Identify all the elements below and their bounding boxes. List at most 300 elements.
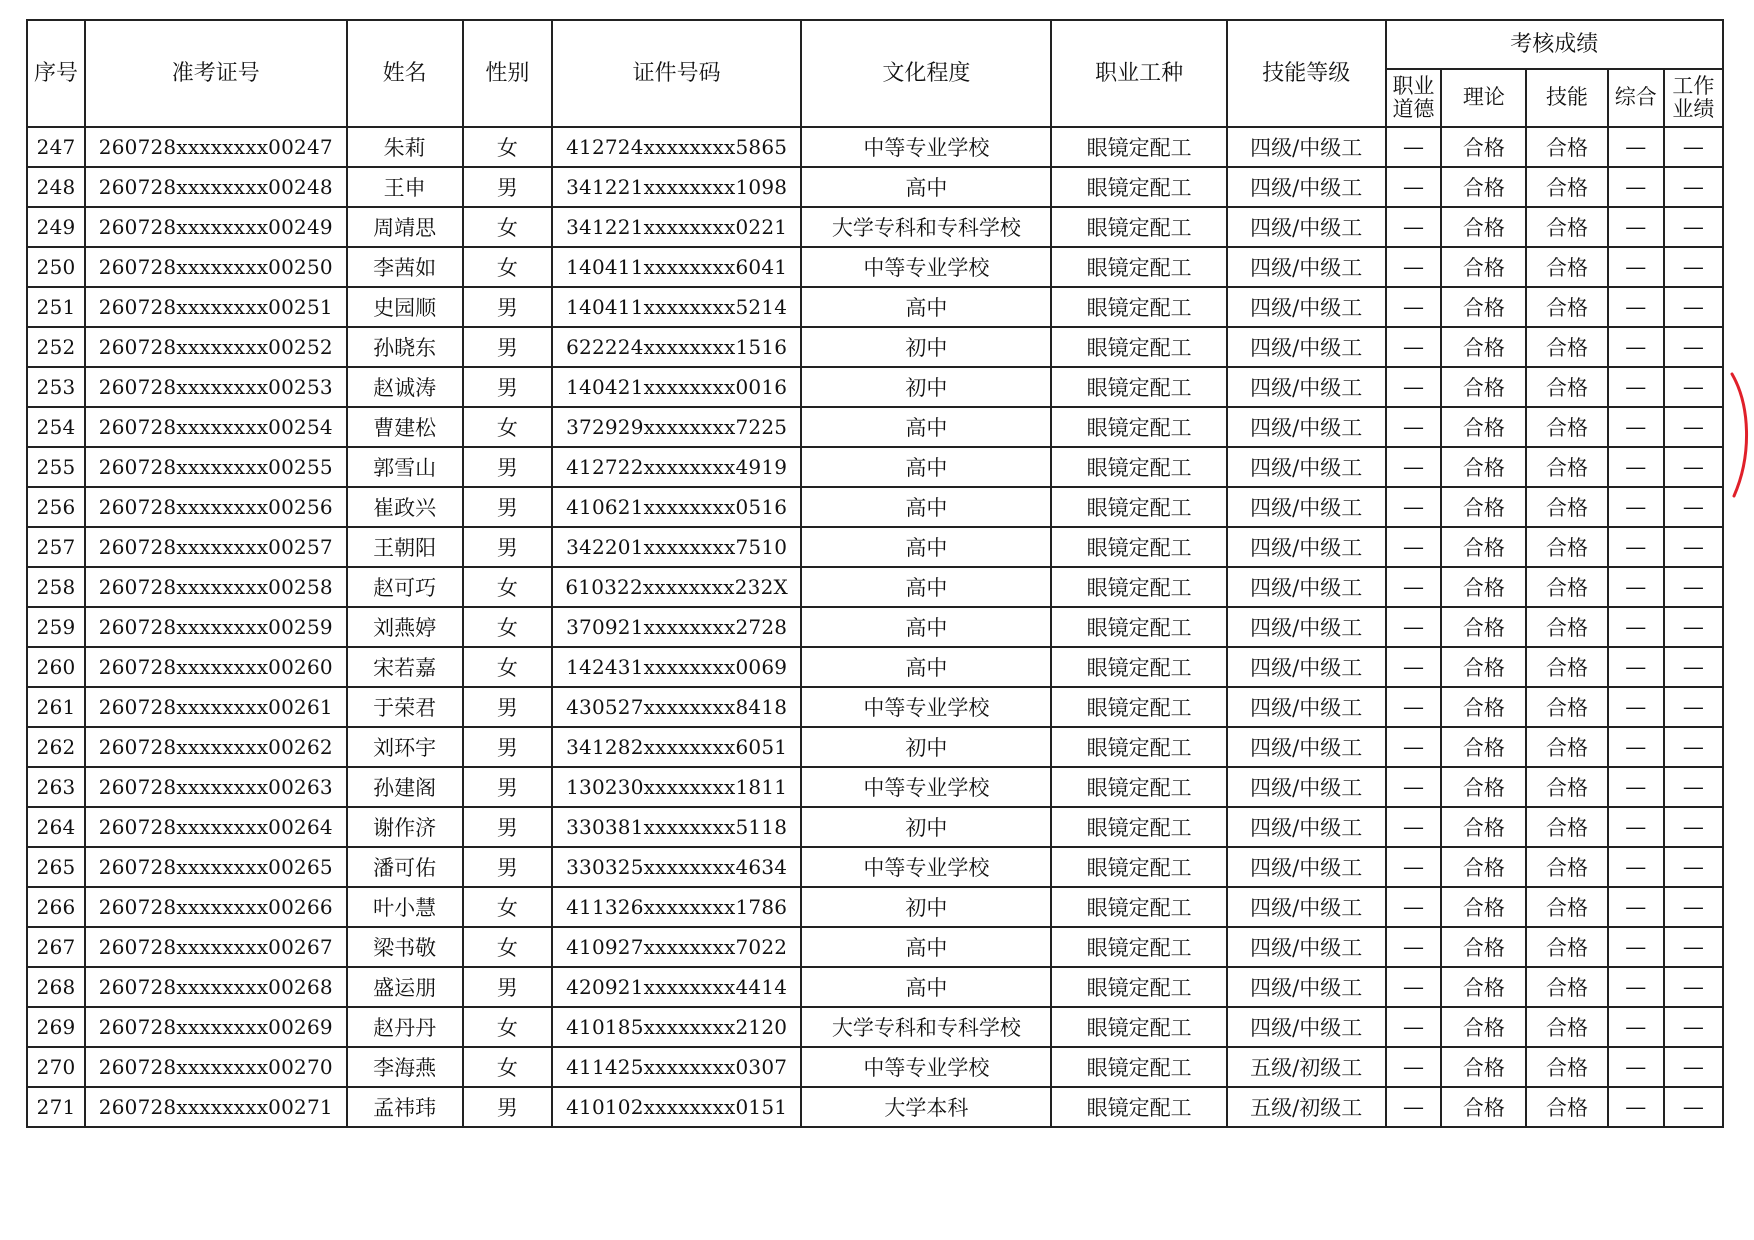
cell-overall: —	[1608, 727, 1664, 767]
red-pen-mark	[1728, 370, 1754, 500]
cell-occupation: 眼镜定配工	[1051, 527, 1226, 567]
cell-theory: 合格	[1441, 687, 1526, 727]
cell-work: —	[1664, 1087, 1723, 1127]
cell-theory: 合格	[1441, 887, 1526, 927]
cell-ethics: —	[1386, 847, 1442, 887]
cell-exam-no: 260728xxxxxxxx00258	[85, 567, 346, 607]
cell-occupation: 眼镜定配工	[1051, 807, 1226, 847]
cell-theory: 合格	[1441, 567, 1526, 607]
cell-gender: 男	[463, 327, 552, 367]
cell-occupation: 眼镜定配工	[1051, 407, 1226, 447]
cell-gender: 男	[463, 967, 552, 1007]
cell-work: —	[1664, 767, 1723, 807]
cell-level: 四级/中级工	[1227, 247, 1386, 287]
cell-gender: 女	[463, 887, 552, 927]
cell-skill: 合格	[1526, 407, 1608, 447]
cell-exam-no: 260728xxxxxxxx00265	[85, 847, 346, 887]
table-row	[27, 1047, 1723, 1087]
table-row	[27, 167, 1723, 207]
cell-overall: —	[1608, 847, 1664, 887]
cell-name: 叶小慧	[347, 887, 463, 927]
cell-skill: 合格	[1526, 447, 1608, 487]
cell-education: 中等专业学校	[801, 847, 1051, 887]
cell-overall: —	[1608, 287, 1664, 327]
cell-gender: 男	[463, 847, 552, 887]
cell-overall: —	[1608, 767, 1664, 807]
cell-name: 潘可佑	[347, 847, 463, 887]
table-row	[27, 567, 1723, 607]
table-row	[27, 527, 1723, 567]
cell-seq: 267	[27, 927, 85, 967]
cell-gender: 女	[463, 567, 552, 607]
cell-level: 四级/中级工	[1227, 847, 1386, 887]
cell-ethics: —	[1386, 807, 1442, 847]
cell-exam-no: 260728xxxxxxxx00249	[85, 207, 346, 247]
cell-exam-no: 260728xxxxxxxx00269	[85, 1007, 346, 1047]
cell-overall: —	[1608, 807, 1664, 847]
cell-id-no: 140421xxxxxxxx0016	[552, 367, 801, 407]
cell-ethics: —	[1386, 127, 1442, 167]
cell-education: 高中	[801, 967, 1051, 1007]
cell-seq: 269	[27, 1007, 85, 1047]
cell-id-no: 142431xxxxxxxx0069	[552, 647, 801, 687]
cell-education: 高中	[801, 527, 1051, 567]
cell-skill: 合格	[1526, 327, 1608, 367]
cell-ethics: —	[1386, 967, 1442, 1007]
cell-id-no: 330381xxxxxxxx5118	[552, 807, 801, 847]
col-header-scores: 考核成绩	[1386, 20, 1723, 69]
cell-seq: 253	[27, 367, 85, 407]
cell-ethics: —	[1386, 207, 1442, 247]
cell-overall: —	[1608, 1007, 1664, 1047]
cell-level: 四级/中级工	[1227, 567, 1386, 607]
cell-education: 大学专科和专科学校	[801, 1007, 1051, 1047]
col-header-name: 姓名	[347, 20, 463, 127]
cell-occupation: 眼镜定配工	[1051, 767, 1226, 807]
cell-occupation: 眼镜定配工	[1051, 1087, 1226, 1127]
col-header-theory: 理论	[1441, 69, 1526, 127]
cell-work: —	[1664, 367, 1723, 407]
cell-ethics: —	[1386, 367, 1442, 407]
cell-occupation: 眼镜定配工	[1051, 487, 1226, 527]
cell-gender: 男	[463, 767, 552, 807]
cell-exam-no: 260728xxxxxxxx00247	[85, 127, 346, 167]
cell-id-no: 342201xxxxxxxx7510	[552, 527, 801, 567]
cell-education: 高中	[801, 567, 1051, 607]
cell-id-no: 410102xxxxxxxx0151	[552, 1087, 801, 1127]
cell-seq: 248	[27, 167, 85, 207]
cell-id-no: 410185xxxxxxxx2120	[552, 1007, 801, 1047]
cell-gender: 男	[463, 447, 552, 487]
cell-seq: 262	[27, 727, 85, 767]
cell-level: 四级/中级工	[1227, 607, 1386, 647]
table-row	[27, 967, 1723, 1007]
cell-skill: 合格	[1526, 727, 1608, 767]
cell-level: 四级/中级工	[1227, 967, 1386, 1007]
cell-education: 中等专业学校	[801, 687, 1051, 727]
cell-name: 刘环宇	[347, 727, 463, 767]
cell-ethics: —	[1386, 767, 1442, 807]
cell-theory: 合格	[1441, 327, 1526, 367]
cell-exam-no: 260728xxxxxxxx00257	[85, 527, 346, 567]
cell-theory: 合格	[1441, 207, 1526, 247]
cell-occupation: 眼镜定配工	[1051, 127, 1226, 167]
table-row	[27, 887, 1723, 927]
cell-gender: 女	[463, 647, 552, 687]
cell-education: 高中	[801, 407, 1051, 447]
cell-overall: —	[1608, 967, 1664, 1007]
cell-ethics: —	[1386, 927, 1442, 967]
cell-overall: —	[1608, 207, 1664, 247]
col-header-work: 工作业绩	[1664, 69, 1723, 127]
cell-theory: 合格	[1441, 1047, 1526, 1087]
cell-name: 王申	[347, 167, 463, 207]
cell-occupation: 眼镜定配工	[1051, 287, 1226, 327]
cell-theory: 合格	[1441, 287, 1526, 327]
cell-occupation: 眼镜定配工	[1051, 727, 1226, 767]
cell-seq: 257	[27, 527, 85, 567]
table-row	[27, 207, 1723, 247]
cell-ethics: —	[1386, 887, 1442, 927]
cell-seq: 271	[27, 1087, 85, 1127]
table-row	[27, 367, 1723, 407]
cell-name: 曹建松	[347, 407, 463, 447]
cell-occupation: 眼镜定配工	[1051, 847, 1226, 887]
table-row	[27, 847, 1723, 887]
cell-level: 四级/中级工	[1227, 287, 1386, 327]
cell-theory: 合格	[1441, 767, 1526, 807]
cell-seq: 249	[27, 207, 85, 247]
cell-skill: 合格	[1526, 607, 1608, 647]
col-header-exam-no: 准考证号	[85, 20, 346, 127]
table-row	[27, 1087, 1723, 1127]
cell-theory: 合格	[1441, 407, 1526, 447]
cell-ethics: —	[1386, 1007, 1442, 1047]
cell-overall: —	[1608, 167, 1664, 207]
cell-education: 高中	[801, 167, 1051, 207]
cell-education: 高中	[801, 447, 1051, 487]
cell-theory: 合格	[1441, 607, 1526, 647]
cell-ethics: —	[1386, 647, 1442, 687]
cell-exam-no: 260728xxxxxxxx00250	[85, 247, 346, 287]
cell-ethics: —	[1386, 247, 1442, 287]
cell-name: 李海燕	[347, 1047, 463, 1087]
cell-education: 初中	[801, 887, 1051, 927]
cell-overall: —	[1608, 327, 1664, 367]
cell-name: 宋若嘉	[347, 647, 463, 687]
cell-occupation: 眼镜定配工	[1051, 567, 1226, 607]
cell-seq: 258	[27, 567, 85, 607]
cell-theory: 合格	[1441, 1007, 1526, 1047]
cell-skill: 合格	[1526, 807, 1608, 847]
cell-level: 四级/中级工	[1227, 407, 1386, 447]
table-row	[27, 447, 1723, 487]
cell-skill: 合格	[1526, 127, 1608, 167]
cell-overall: —	[1608, 1087, 1664, 1127]
cell-exam-no: 260728xxxxxxxx00253	[85, 367, 346, 407]
cell-work: —	[1664, 207, 1723, 247]
cell-gender: 女	[463, 407, 552, 447]
cell-gender: 女	[463, 1007, 552, 1047]
cell-education: 初中	[801, 807, 1051, 847]
cell-education: 初中	[801, 367, 1051, 407]
cell-exam-no: 260728xxxxxxxx00267	[85, 927, 346, 967]
cell-skill: 合格	[1526, 367, 1608, 407]
cell-ethics: —	[1386, 167, 1442, 207]
cell-work: —	[1664, 527, 1723, 567]
cell-occupation: 眼镜定配工	[1051, 247, 1226, 287]
cell-education: 中等专业学校	[801, 1047, 1051, 1087]
cell-name: 盛运朋	[347, 967, 463, 1007]
cell-education: 高中	[801, 647, 1051, 687]
cell-gender: 男	[463, 367, 552, 407]
cell-seq: 256	[27, 487, 85, 527]
cell-skill: 合格	[1526, 567, 1608, 607]
cell-occupation: 眼镜定配工	[1051, 367, 1226, 407]
cell-occupation: 眼镜定配工	[1051, 607, 1226, 647]
col-header-occupation: 职业工种	[1051, 20, 1226, 127]
cell-id-no: 140411xxxxxxxx6041	[552, 247, 801, 287]
table-row	[27, 807, 1723, 847]
cell-skill: 合格	[1526, 527, 1608, 567]
cell-theory: 合格	[1441, 367, 1526, 407]
cell-exam-no: 260728xxxxxxxx00251	[85, 287, 346, 327]
cell-name: 于荣君	[347, 687, 463, 727]
cell-seq: 265	[27, 847, 85, 887]
cell-ethics: —	[1386, 487, 1442, 527]
cell-name: 赵可巧	[347, 567, 463, 607]
col-header-skill: 技能	[1526, 69, 1608, 127]
cell-occupation: 眼镜定配工	[1051, 887, 1226, 927]
cell-seq: 263	[27, 767, 85, 807]
cell-level: 四级/中级工	[1227, 687, 1386, 727]
cell-work: —	[1664, 567, 1723, 607]
cell-id-no: 410621xxxxxxxx0516	[552, 487, 801, 527]
cell-occupation: 眼镜定配工	[1051, 647, 1226, 687]
cell-level: 四级/中级工	[1227, 887, 1386, 927]
cell-name: 崔政兴	[347, 487, 463, 527]
cell-name: 王朝阳	[347, 527, 463, 567]
cell-work: —	[1664, 407, 1723, 447]
cell-overall: —	[1608, 647, 1664, 687]
cell-ethics: —	[1386, 287, 1442, 327]
cell-exam-no: 260728xxxxxxxx00268	[85, 967, 346, 1007]
cell-seq: 259	[27, 607, 85, 647]
cell-occupation: 眼镜定配工	[1051, 207, 1226, 247]
cell-ethics: —	[1386, 447, 1442, 487]
cell-education: 中等专业学校	[801, 767, 1051, 807]
cell-id-no: 420921xxxxxxxx4414	[552, 967, 801, 1007]
table-row	[27, 607, 1723, 647]
cell-occupation: 眼镜定配工	[1051, 447, 1226, 487]
col-header-ethics: 职业道德	[1386, 69, 1442, 127]
table-row	[27, 327, 1723, 367]
cell-level: 五级/初级工	[1227, 1087, 1386, 1127]
table-row	[27, 247, 1723, 287]
cell-overall: —	[1608, 687, 1664, 727]
cell-work: —	[1664, 847, 1723, 887]
cell-theory: 合格	[1441, 1087, 1526, 1127]
cell-skill: 合格	[1526, 287, 1608, 327]
cell-gender: 男	[463, 287, 552, 327]
table-row	[27, 487, 1723, 527]
cell-skill: 合格	[1526, 647, 1608, 687]
cell-name: 谢作济	[347, 807, 463, 847]
cell-level: 四级/中级工	[1227, 807, 1386, 847]
table-header	[27, 20, 1723, 127]
cell-skill: 合格	[1526, 487, 1608, 527]
cell-id-no: 410927xxxxxxxx7022	[552, 927, 801, 967]
cell-theory: 合格	[1441, 127, 1526, 167]
cell-name: 朱莉	[347, 127, 463, 167]
cell-work: —	[1664, 327, 1723, 367]
cell-ethics: —	[1386, 567, 1442, 607]
cell-work: —	[1664, 727, 1723, 767]
cell-theory: 合格	[1441, 727, 1526, 767]
cell-overall: —	[1608, 447, 1664, 487]
cell-theory: 合格	[1441, 807, 1526, 847]
cell-seq: 261	[27, 687, 85, 727]
cell-seq: 251	[27, 287, 85, 327]
cell-id-no: 330325xxxxxxxx4634	[552, 847, 801, 887]
cell-level: 四级/中级工	[1227, 767, 1386, 807]
cell-ethics: —	[1386, 687, 1442, 727]
cell-id-no: 341282xxxxxxxx6051	[552, 727, 801, 767]
table-row	[27, 647, 1723, 687]
cell-ethics: —	[1386, 727, 1442, 767]
cell-seq: 252	[27, 327, 85, 367]
cell-level: 四级/中级工	[1227, 327, 1386, 367]
cell-exam-no: 260728xxxxxxxx00271	[85, 1087, 346, 1127]
cell-education: 高中	[801, 607, 1051, 647]
cell-id-no: 140411xxxxxxxx5214	[552, 287, 801, 327]
cell-level: 四级/中级工	[1227, 1007, 1386, 1047]
cell-ethics: —	[1386, 527, 1442, 567]
table-row	[27, 1007, 1723, 1047]
cell-exam-no: 260728xxxxxxxx00254	[85, 407, 346, 447]
cell-level: 五级/初级工	[1227, 1047, 1386, 1087]
cell-exam-no: 260728xxxxxxxx00261	[85, 687, 346, 727]
cell-id-no: 430527xxxxxxxx8418	[552, 687, 801, 727]
cell-gender: 女	[463, 207, 552, 247]
cell-level: 四级/中级工	[1227, 207, 1386, 247]
cell-gender: 男	[463, 807, 552, 847]
cell-ethics: —	[1386, 327, 1442, 367]
cell-name: 孟祎玮	[347, 1087, 463, 1127]
cell-theory: 合格	[1441, 487, 1526, 527]
cell-work: —	[1664, 127, 1723, 167]
cell-exam-no: 260728xxxxxxxx00264	[85, 807, 346, 847]
cell-level: 四级/中级工	[1227, 167, 1386, 207]
cell-overall: —	[1608, 1047, 1664, 1087]
cell-gender: 男	[463, 727, 552, 767]
cell-education: 高中	[801, 487, 1051, 527]
cell-gender: 女	[463, 1047, 552, 1087]
cell-occupation: 眼镜定配工	[1051, 687, 1226, 727]
col-header-level: 技能等级	[1227, 20, 1386, 127]
cell-theory: 合格	[1441, 647, 1526, 687]
cell-level: 四级/中级工	[1227, 727, 1386, 767]
cell-occupation: 眼镜定配工	[1051, 327, 1226, 367]
cell-education: 中等专业学校	[801, 247, 1051, 287]
cell-education: 大学专科和专科学校	[801, 207, 1051, 247]
cell-gender: 女	[463, 927, 552, 967]
cell-gender: 男	[463, 487, 552, 527]
cell-overall: —	[1608, 527, 1664, 567]
cell-occupation: 眼镜定配工	[1051, 927, 1226, 967]
cell-overall: —	[1608, 567, 1664, 607]
cell-gender: 男	[463, 687, 552, 727]
cell-id-no: 341221xxxxxxxx1098	[552, 167, 801, 207]
cell-id-no: 372929xxxxxxxx7225	[552, 407, 801, 447]
cell-occupation: 眼镜定配工	[1051, 1047, 1226, 1087]
table-row	[27, 727, 1723, 767]
cell-id-no: 411425xxxxxxxx0307	[552, 1047, 801, 1087]
cell-theory: 合格	[1441, 967, 1526, 1007]
cell-gender: 男	[463, 527, 552, 567]
cell-skill: 合格	[1526, 967, 1608, 1007]
cell-skill: 合格	[1526, 927, 1608, 967]
cell-exam-no: 260728xxxxxxxx00256	[85, 487, 346, 527]
cell-occupation: 眼镜定配工	[1051, 1007, 1226, 1047]
cell-skill: 合格	[1526, 247, 1608, 287]
cell-skill: 合格	[1526, 767, 1608, 807]
cell-gender: 女	[463, 607, 552, 647]
cell-seq: 264	[27, 807, 85, 847]
cell-seq: 250	[27, 247, 85, 287]
cell-theory: 合格	[1441, 927, 1526, 967]
cell-level: 四级/中级工	[1227, 647, 1386, 687]
col-header-education: 文化程度	[801, 20, 1051, 127]
cell-work: —	[1664, 687, 1723, 727]
cell-work: —	[1664, 247, 1723, 287]
cell-overall: —	[1608, 407, 1664, 447]
cell-education: 大学本科	[801, 1087, 1051, 1127]
cell-theory: 合格	[1441, 447, 1526, 487]
cell-work: —	[1664, 487, 1723, 527]
cell-work: —	[1664, 647, 1723, 687]
table-row	[27, 687, 1723, 727]
cell-overall: —	[1608, 487, 1664, 527]
cell-ethics: —	[1386, 607, 1442, 647]
cell-id-no: 412724xxxxxxxx5865	[552, 127, 801, 167]
table-body	[27, 127, 1723, 1127]
cell-name: 孙晓东	[347, 327, 463, 367]
cell-education: 中等专业学校	[801, 127, 1051, 167]
table-row	[27, 287, 1723, 327]
cell-id-no: 622224xxxxxxxx1516	[552, 327, 801, 367]
cell-work: —	[1664, 447, 1723, 487]
cell-theory: 合格	[1441, 247, 1526, 287]
cell-gender: 男	[463, 1087, 552, 1127]
cell-overall: —	[1608, 887, 1664, 927]
cell-exam-no: 260728xxxxxxxx00252	[85, 327, 346, 367]
cell-theory: 合格	[1441, 167, 1526, 207]
cell-overall: —	[1608, 927, 1664, 967]
cell-work: —	[1664, 1047, 1723, 1087]
table-row	[27, 407, 1723, 447]
cell-work: —	[1664, 927, 1723, 967]
cell-name: 赵丹丹	[347, 1007, 463, 1047]
cell-gender: 女	[463, 247, 552, 287]
cell-work: —	[1664, 967, 1723, 1007]
cell-work: —	[1664, 887, 1723, 927]
cell-skill: 合格	[1526, 887, 1608, 927]
cell-gender: 男	[463, 167, 552, 207]
cell-seq: 260	[27, 647, 85, 687]
cell-theory: 合格	[1441, 847, 1526, 887]
cell-ethics: —	[1386, 1087, 1442, 1127]
